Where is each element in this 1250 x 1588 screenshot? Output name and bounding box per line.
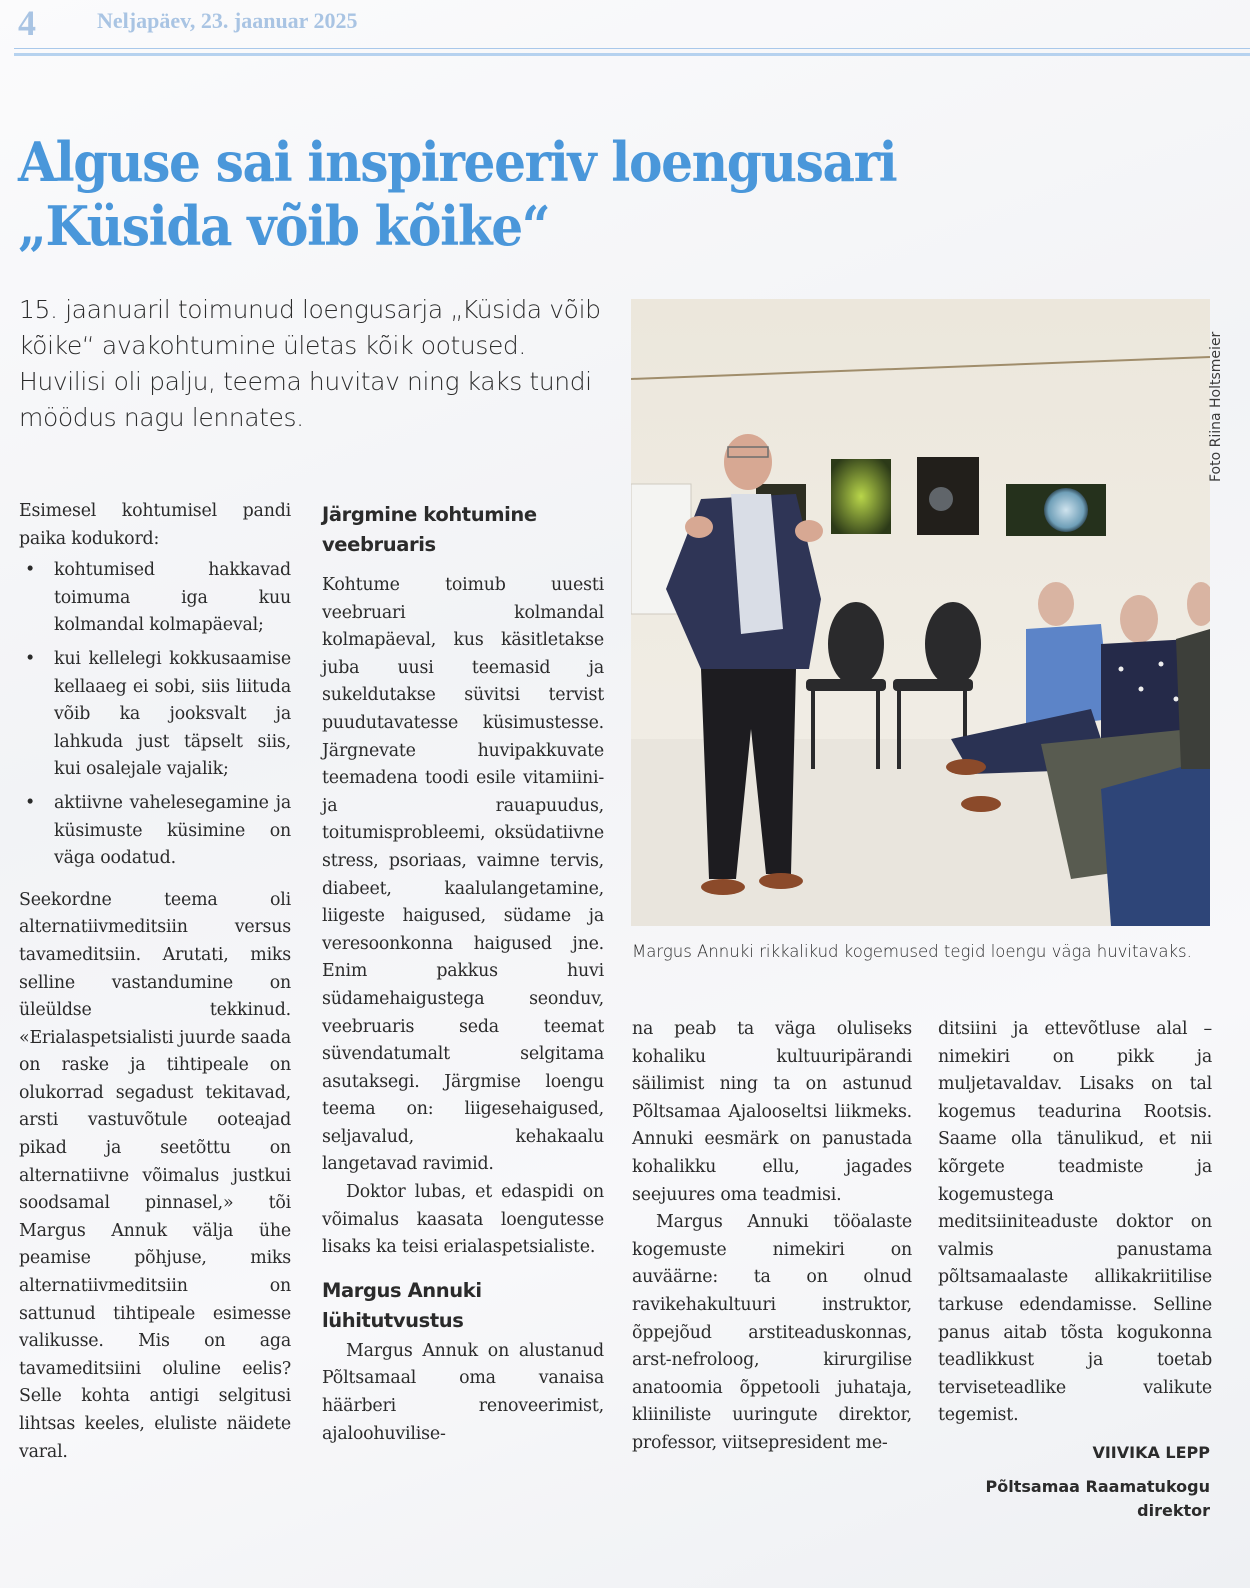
- article-photo: [631, 299, 1210, 926]
- artwork-fern: [831, 459, 891, 534]
- subheading-next-meeting: Järgmine kohtumine veebruaris: [322, 503, 537, 556]
- next-meeting-paragraph: Kohtume toimub uuesti veebruari kolmandal kolmapäeval, kus käsitletakse juba uusi teemasid ja sukeldutakse süvitsi tervist puudutavatesse küsimustesse. Järgnevate huvipakkuvate teemadena toodi esile vitamiini- ja rauapuudus, toitumisprobleemi, oksüdatiivne stress, psoriaas, vaimne tervis, diabeet, kaalulangetamine, liigeste haigused, südame ja veresoonkonna haigused jne. Enim pakkus huvi südamehaigustega seonduv, veebruaris seda teemat süvendatumalt selgitama asutaksegi. Järgmise loengu teema on: liigesehaigused, seljavalud, kehakaalu langetavad ravimid.: [322, 575, 604, 1175]
- topic-paragraph: Seekordne teema oli alternatiivmeditsiin versus tavameditsiin. Arutati, miks selline vastandumine on üleüldse tekkinud. «Erialaspetsialisti juurde saada on raske ja tihtipeale on olukorrad segadust tekitavad, arsti vastuvõtule ooteajad pikad ja seetõttu on alternatiivne võimalus justkui soodsamal pinnasel,» tõi Margus Annuk välja ühe peamise põhjuse, miks alternatiivmeditsiin on sattunud tihtipeale esimesse valikusse. Mis on aga tavameditsiini oluline eelis? Selle kohta antigi selgitusi lihtsas keeles, eluliste näidete varal.: [19, 889, 291, 1462]
- author-role: Põltsamaa Raamatukogu direktor: [985, 1477, 1210, 1520]
- headline-line-2: „Küsida võib kõike“: [18, 194, 550, 258]
- header-rule: [14, 48, 1250, 56]
- photo-caption: Margus Annuki rikkalikud kogemused tegid loengu väga huvitavaks.: [632, 942, 1192, 961]
- bio-paragraph-start: Margus Annuk on alustanud Põltsamaal oma vanaisa häärberi renoveerimist, ajaloohuvilise-: [322, 1340, 604, 1444]
- column-3: [632, 1016, 912, 1458]
- lecture-photo-illustration: [631, 299, 1210, 926]
- article-headline: [18, 130, 1041, 258]
- subheading-bio: Margus Annuki lühitutvustus: [322, 1278, 482, 1332]
- column-1: [19, 498, 291, 1466]
- article-lead: 15. jaanuaril toimunud loengusarja „Küsida võib kõike“ avakohtumine ületas kõik ootused. Huvilisi oli palju, teema huvitav ning kaks tundi möödus nagu lennates.: [19, 295, 601, 432]
- bullet-icon: •: [25, 648, 36, 669]
- rule-item: • aktiivne vahelesegamine ja küsimuste küsimine on väga oodatud.: [19, 790, 291, 873]
- author-name: VIIVIKA LEPP: [1092, 1443, 1210, 1462]
- bio-paragraph-continued: na peab ta väga oluliseks kohaliku kultuuripärandi säilimist ning ta on astunud Põltsamaa Ajalooseltsi liikmeks. Annuki eesmärk on panustada kohalikku ellu, jagades seejuures oma teadmisi.: [632, 1019, 912, 1205]
- intro-paragraph: Esimesel kohtumisel pandi paika kodukord:: [19, 501, 291, 549]
- column-4: [938, 1016, 1212, 1430]
- headline-line-1: Alguse sai inspireeriv loengusari: [18, 130, 897, 194]
- issue-date: Neljapäev, 23. jaanuar 2025: [97, 8, 358, 33]
- rule-item: • kohtumised hakkavad toimuma iga kuu kolmandal kolmapäeval;: [19, 557, 291, 640]
- rules-list: [19, 557, 291, 873]
- rule-item: • kui kellelegi kokkusaamise kellaaeg ei sobi, siis liituda võib ka jooksvalt ja lahkuda just täpselt siis, kui osalejale vajalik;: [19, 646, 291, 784]
- bullet-icon: •: [25, 792, 36, 813]
- experience-paragraph-continued: ditsiini ja ettevõtluse alal – nimekiri on pikk ja muljetavaldav. Lisaks on tal kogemus teadurina Rootsis. Saame olla tänulikud, et nii kõrgete teadmiste ja kogemustega meditsiiniteaduste doktor on valmis panustama põltsamaalaste allikakriitilise tarkuse edendamisse. Selline panus aitab tõsta kogukonna teadlikkust ja toetab terviseteadlike valikute tegemist.: [938, 1019, 1212, 1426]
- doctor-paragraph: Doktor lubas, et edaspidi on võimalus kaasata loengutesse lisaks ka teisi erialaspetsialiste.: [322, 1182, 604, 1258]
- bullet-icon: •: [25, 560, 36, 581]
- photo-credit: Foto Riina Holtsmeier: [1208, 331, 1224, 482]
- column-2: [322, 500, 604, 1448]
- experience-paragraph: Margus Annuki tööalaste kogemuste nimekiri on auväärne: ta on olnud ravikehakultuuri instruktor, õppejõud arstiteaduskonnas, arst-nefroloog, kirurgilise anatoomia õppetooli juhataja, kliiniliste uuringute direktor, professor, viitsepresident me-: [632, 1212, 912, 1453]
- page-number: 4: [18, 3, 36, 43]
